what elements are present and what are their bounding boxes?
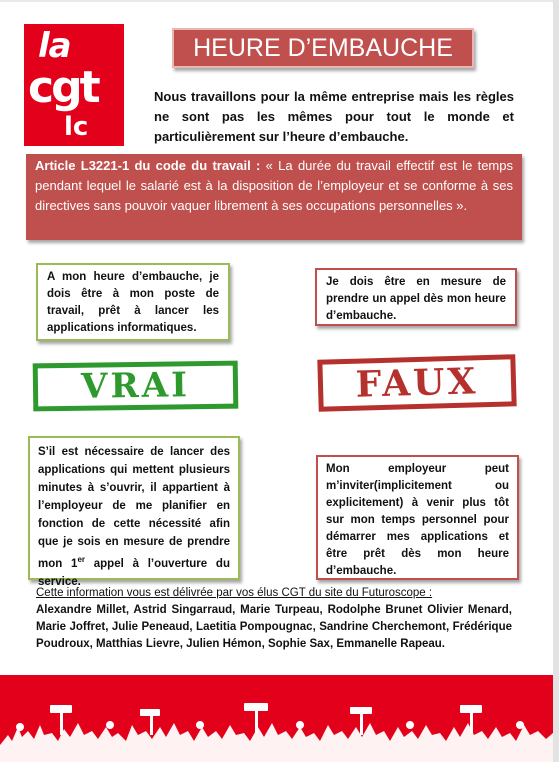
statement-vrai-top: A mon heure d’embauche, je dois être à mon poste de travail, prêt à lancer les applications informatiques. xyxy=(36,263,230,341)
statement-vrai-bottom xyxy=(28,436,240,588)
page-title: HEURE D’EMBAUCHE xyxy=(172,28,474,68)
logo-la-text: la xyxy=(38,26,71,66)
ordinal-superscript: er xyxy=(77,555,85,564)
statement-faux-top: Je dois être en mesure de prendre un appel dès mon heure d’embauche. xyxy=(315,268,517,326)
protest-banner xyxy=(0,675,553,762)
info-line: Cette information vous est délivrée par vos élus CGT du site du Futuroscope : xyxy=(36,587,433,599)
statement-vrai-bottom-text: S’il est nécessaire de lancer des applications qui mettent plusieurs minutes à s’ouvrir, il appartient à l’employeur de me planifier en fonction de cette nécessité afin que je sois en mesure de prendre mon 1 xyxy=(38,446,230,570)
page-top-edge xyxy=(0,0,559,2)
footer-info xyxy=(36,585,512,653)
elected-names: Alexandre Millet, Astrid Singarraud, Marie Turpeau, Rodolphe Brunet Olivier Menard, Marie Joffret, Julie Peneaud, Laetitia Pompougnac, Sandrine Cherchemont, Frédérique Poudroux, Matthias Lievre, Julien Hémon, Sophie Sax, Emmanelle Rapeau. xyxy=(36,604,512,650)
page-right-edge xyxy=(553,0,559,762)
statement-faux-bottom: Mon employeur peut m’inviter(implicitement ou explicitement) à venir plus tôt sur mon temps personnel pour démarrer mes applications et être prêt dès mon heure d’embauche. xyxy=(316,455,519,580)
cgt-logo xyxy=(24,24,124,146)
article-quote-box xyxy=(26,154,522,240)
faux-stamp: FAUX xyxy=(317,354,516,412)
article-text: « La durée du travail effectif est le temps pendant lequel le salarié est à la disposition de l’employeur et se conforme à ses directives sans pouvoir vaquer librement à ses occupations personnelles ». xyxy=(35,158,513,213)
vrai-stamp: VRAI xyxy=(33,361,239,412)
statement-vrai-bottom-end: appel à l’ouverture du service. xyxy=(38,557,230,588)
logo-cgt-text: cgt xyxy=(28,62,98,113)
crowd-silhouette-icon xyxy=(0,675,553,762)
logo-lc-text: lc xyxy=(64,112,89,142)
intro-paragraph: Nous travaillons pour la même entreprise mais les règles ne sont pas les mêmes pour tout le monde et particulièrement sur l’heure d’embauche. xyxy=(154,89,514,144)
article-reference: Article L3221-1 du code du travail : xyxy=(35,158,261,173)
